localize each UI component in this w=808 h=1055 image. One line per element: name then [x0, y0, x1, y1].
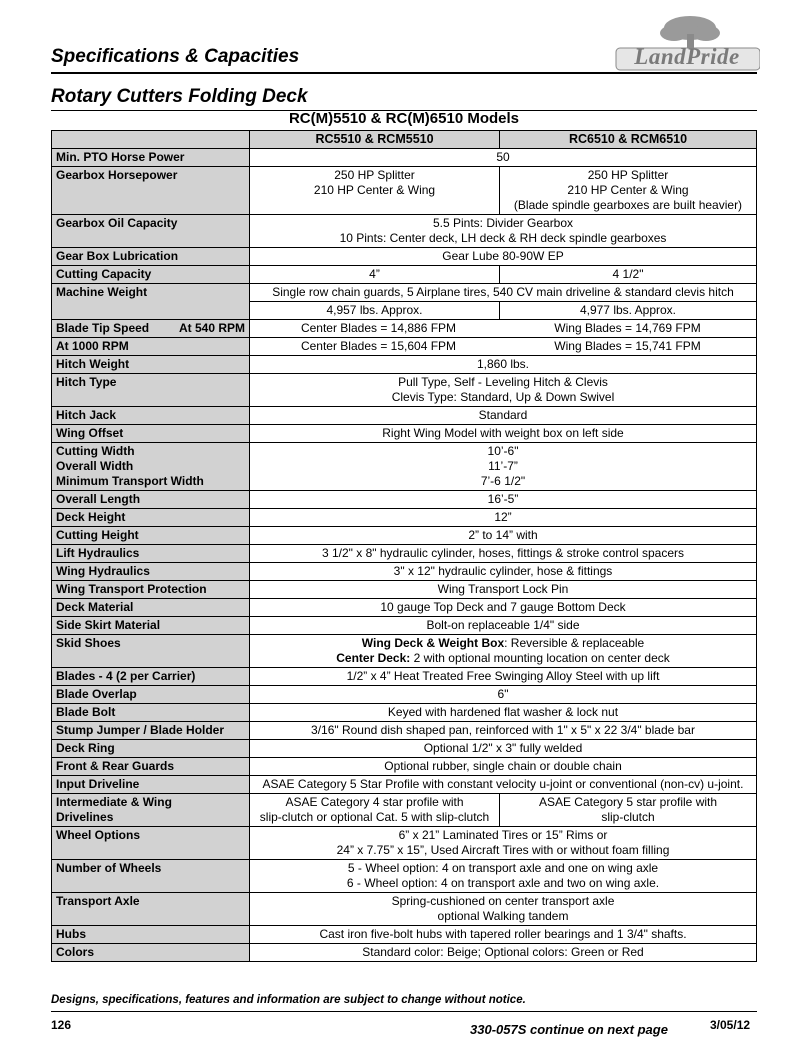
label-line: Intermediate & Wing: [56, 795, 172, 809]
value-wing: Wing Blades = 14,769 FPM: [554, 321, 701, 335]
row-label: Hubs: [52, 926, 250, 944]
table-row: [52, 149, 757, 167]
table-row: [52, 491, 757, 509]
column-header-rc6510: RC6510 & RCM6510: [500, 131, 757, 149]
row-value-a: [250, 794, 500, 827]
row-value: 12”: [250, 509, 757, 527]
row-label: Lift Hydraulics: [52, 545, 250, 563]
table-row: [52, 758, 757, 776]
spec-table: [51, 130, 757, 962]
row-label: [52, 443, 250, 491]
value-line: [254, 636, 752, 651]
footer-rule: [51, 1011, 757, 1012]
row-label: Hitch Jack: [52, 407, 250, 425]
row-value-b: [500, 794, 757, 827]
row-value: 16’-5”: [250, 491, 757, 509]
value-wing: Wing Blades = 15,741 FPM: [554, 339, 701, 353]
row-label: Machine Weight: [52, 284, 250, 320]
label-main: Blade Tip Speed: [56, 321, 150, 335]
row-value: [250, 320, 757, 338]
value-line: (Blade spindle gearboxes are built heavier): [513, 198, 743, 212]
table-row: [52, 320, 757, 338]
table-row: [52, 443, 757, 491]
row-label: [52, 320, 250, 338]
table-row: [52, 248, 757, 266]
row-label: Deck Ring: [52, 740, 250, 758]
value-line: Spring-cushioned on center transport axle: [391, 894, 615, 908]
row-value-b: [500, 167, 757, 215]
revision-date: 3/05/12: [710, 1018, 751, 1032]
page-header-title: Specifications & Capacities: [51, 46, 300, 67]
row-value: [250, 860, 757, 893]
label-line: Cutting Width: [56, 444, 135, 458]
table-row: [52, 776, 757, 794]
row-value: 2” to 14” with: [250, 527, 757, 545]
row-value: [250, 338, 757, 356]
row-label: Front & Rear Guards: [52, 758, 250, 776]
row-value: [250, 215, 757, 248]
row-value: [250, 827, 757, 860]
table-row: [52, 167, 757, 215]
value-line: 10’-6": [487, 444, 519, 458]
value-line: 6” x 21” Laminated Tires or 15” Rims or: [398, 828, 608, 842]
table-header-row: [52, 131, 757, 149]
row-label: Blades - 4 (2 per Carrier): [52, 668, 250, 686]
table-row: [52, 860, 757, 893]
table-row: [52, 425, 757, 443]
section-title: Rotary Cutters Folding Deck: [51, 86, 308, 107]
row-value: [250, 374, 757, 407]
row-value-b: 4 1/2": [500, 266, 757, 284]
row-label: Cutting Capacity: [52, 266, 250, 284]
value-line: 250 HP Splitter: [587, 168, 669, 182]
header-rule: [51, 72, 757, 74]
table-row: [52, 617, 757, 635]
row-value: Wing Transport Lock Pin: [250, 581, 757, 599]
row-value: 3 1/2" x 8" hydraulic cylinder, hoses, fittings & stroke control spacers: [250, 545, 757, 563]
table-row: [52, 374, 757, 407]
value-text: : Reversible & replaceable: [504, 636, 645, 650]
value-line: Pull Type, Self - Leveling Hitch & Clevis: [398, 375, 608, 389]
table-row: [52, 599, 757, 617]
table-row: [52, 527, 757, 545]
row-value: Cast iron five-bolt hubs with tapered roller bearings and 1 3/4" shafts.: [250, 926, 757, 944]
row-label: Number of Wheels: [52, 860, 250, 893]
value-line: ASAE Category 4 star profile with: [285, 795, 464, 809]
value-line: 5 - Wheel option: 4 on transport axle and one on wing axle: [347, 861, 659, 875]
row-label: Blade Overlap: [52, 686, 250, 704]
table-row: [52, 668, 757, 686]
table-row: [52, 686, 757, 704]
value-text: 2 with optional mounting location on center deck: [410, 651, 670, 665]
table-row: [52, 563, 757, 581]
row-label: Wheel Options: [52, 827, 250, 860]
header-blank-cell: [52, 131, 250, 149]
row-value: 6": [250, 686, 757, 704]
table-row: [52, 284, 757, 302]
landpride-logo: [610, 14, 760, 72]
row-value: Standard: [250, 407, 757, 425]
table-row: [52, 407, 757, 425]
table-row: [52, 704, 757, 722]
row-value: Standard color: Beige; Optional colors: Green or Red: [250, 944, 757, 962]
page-number: 126: [51, 1018, 72, 1032]
value-line: 24” x 7.75” x 15”, Used Aircraft Tires with or without foam filling: [336, 843, 670, 857]
row-label: Cutting Height: [52, 527, 250, 545]
row-value: 10 gauge Top Deck and 7 gauge Bottom Deck: [250, 599, 757, 617]
row-label: Colors: [52, 944, 250, 962]
row-label: At 1000 RPM: [52, 338, 250, 356]
value-line: 210 HP Center & Wing: [567, 183, 689, 197]
table-row: [52, 356, 757, 374]
row-label: Transport Axle: [52, 893, 250, 926]
row-label: Stump Jumper / Blade Holder: [52, 722, 250, 740]
row-value: Gear Lube 80-90W EP: [250, 248, 757, 266]
table-row: [52, 581, 757, 599]
value-line: [254, 651, 752, 666]
row-label: Min. PTO Horse Power: [52, 149, 250, 167]
value-line: 10 Pints: Center deck, LH deck & RH deck spindle gearboxes: [339, 231, 667, 245]
row-value: ASAE Category 5 Star Profile with constant velocity u-joint or conventional (non-cv) u-joint.: [250, 776, 757, 794]
row-value: Bolt-on replaceable 1/4" side: [250, 617, 757, 635]
row-value-b: 4,977 lbs. Approx.: [500, 302, 757, 320]
value-center: Center Blades = 15,604 FPM: [300, 339, 457, 353]
value-line: 250 HP Splitter: [334, 168, 415, 182]
table-row: [52, 509, 757, 527]
value-line: ASAE Category 5 star profile with: [538, 795, 718, 809]
value-line: 5.5 Pints: Divider Gearbox: [432, 216, 574, 230]
table-row: [52, 545, 757, 563]
continue-note: 330-057S continue on next page: [470, 1022, 668, 1037]
models-title: RC(M)5510 & RC(M)6510 Models: [288, 110, 520, 127]
row-value: 1/2” x 4” Heat Treated Free Swinging Alloy Steel with up lift: [250, 668, 757, 686]
row-label: Wing Transport Protection: [52, 581, 250, 599]
value-line: optional Walking tandem: [437, 909, 569, 923]
value-line: slip-clutch or optional Cat. 5 with slip-clutch: [259, 810, 490, 824]
label-line: Overall Width: [56, 459, 134, 473]
row-label: Side Skirt Material: [52, 617, 250, 635]
row-value: 50: [250, 149, 757, 167]
table-row: [52, 215, 757, 248]
table-row: [52, 827, 757, 860]
row-value: Optional 1/2" x 3" fully welded: [250, 740, 757, 758]
table-row: [52, 926, 757, 944]
row-label: Skid Shoes: [52, 635, 250, 668]
label-line: Drivelines: [56, 810, 114, 824]
table-row: [52, 794, 757, 827]
row-label: Deck Material: [52, 599, 250, 617]
value-center: Center Blades = 14,886 FPM: [300, 321, 457, 335]
row-value: Single row chain guards, 5 Airplane tires, 540 CV main driveline & standard clevis hitch: [250, 284, 757, 302]
row-value: Optional rubber, single chain or double chain: [250, 758, 757, 776]
row-value: 3/16" Round dish shaped pan, reinforced with 1" x 5" x 22 3/4" blade bar: [250, 722, 757, 740]
column-header-rc5510: RC5510 & RCM5510: [250, 131, 500, 149]
label-sub: At 540 RPM: [178, 321, 245, 335]
row-label: Hitch Type: [52, 374, 250, 407]
row-value: [250, 443, 757, 491]
row-label: Wing Offset: [52, 425, 250, 443]
row-label: Gear Box Lubrication: [52, 248, 250, 266]
row-label: Deck Height: [52, 509, 250, 527]
disclaimer-note: Designs, specifications, features and information are subject to change without notice.: [51, 994, 526, 1006]
value-line: 210 HP Center & Wing: [313, 183, 436, 197]
row-label: Input Driveline: [52, 776, 250, 794]
logo-wordmark: LandPride: [634, 44, 740, 69]
row-label: Wing Hydraulics: [52, 563, 250, 581]
value-line: 6 - Wheel option: 4 on transport axle and two on wing axle.: [346, 876, 660, 890]
value-line: 7’-6 1/2": [480, 474, 526, 488]
bold-text: Center Deck:: [336, 651, 411, 665]
table-row: [52, 338, 757, 356]
row-value: Right Wing Model with weight box on left side: [250, 425, 757, 443]
row-value-a: [250, 167, 500, 215]
row-value: [250, 893, 757, 926]
row-label: Overall Length: [52, 491, 250, 509]
value-line: Clevis Type: Standard, Up & Down Swivel: [391, 390, 615, 404]
row-label: Gearbox Oil Capacity: [52, 215, 250, 248]
row-label: Gearbox Horsepower: [52, 167, 250, 215]
row-value: 3" x 12" hydraulic cylinder, hose & fittings: [250, 563, 757, 581]
row-label: Hitch Weight: [52, 356, 250, 374]
table-row: [52, 722, 757, 740]
value-line: 11’-7”: [488, 459, 518, 473]
label-line: Minimum Transport Width: [56, 474, 204, 488]
row-label: [52, 794, 250, 827]
table-row: [52, 266, 757, 284]
row-value: 1,860 lbs.: [250, 356, 757, 374]
bold-text: Wing Deck & Weight Box: [361, 636, 505, 650]
table-row: [52, 893, 757, 926]
table-row: [52, 740, 757, 758]
row-value: Keyed with hardened flat washer & lock nut: [250, 704, 757, 722]
value-line: slip-clutch: [601, 810, 655, 824]
row-value: [250, 635, 757, 668]
row-value-a: 4,957 lbs. Approx.: [250, 302, 500, 320]
table-row: [52, 944, 757, 962]
row-value-a: 4”: [250, 266, 500, 284]
table-row: [52, 635, 757, 668]
row-label: Blade Bolt: [52, 704, 250, 722]
